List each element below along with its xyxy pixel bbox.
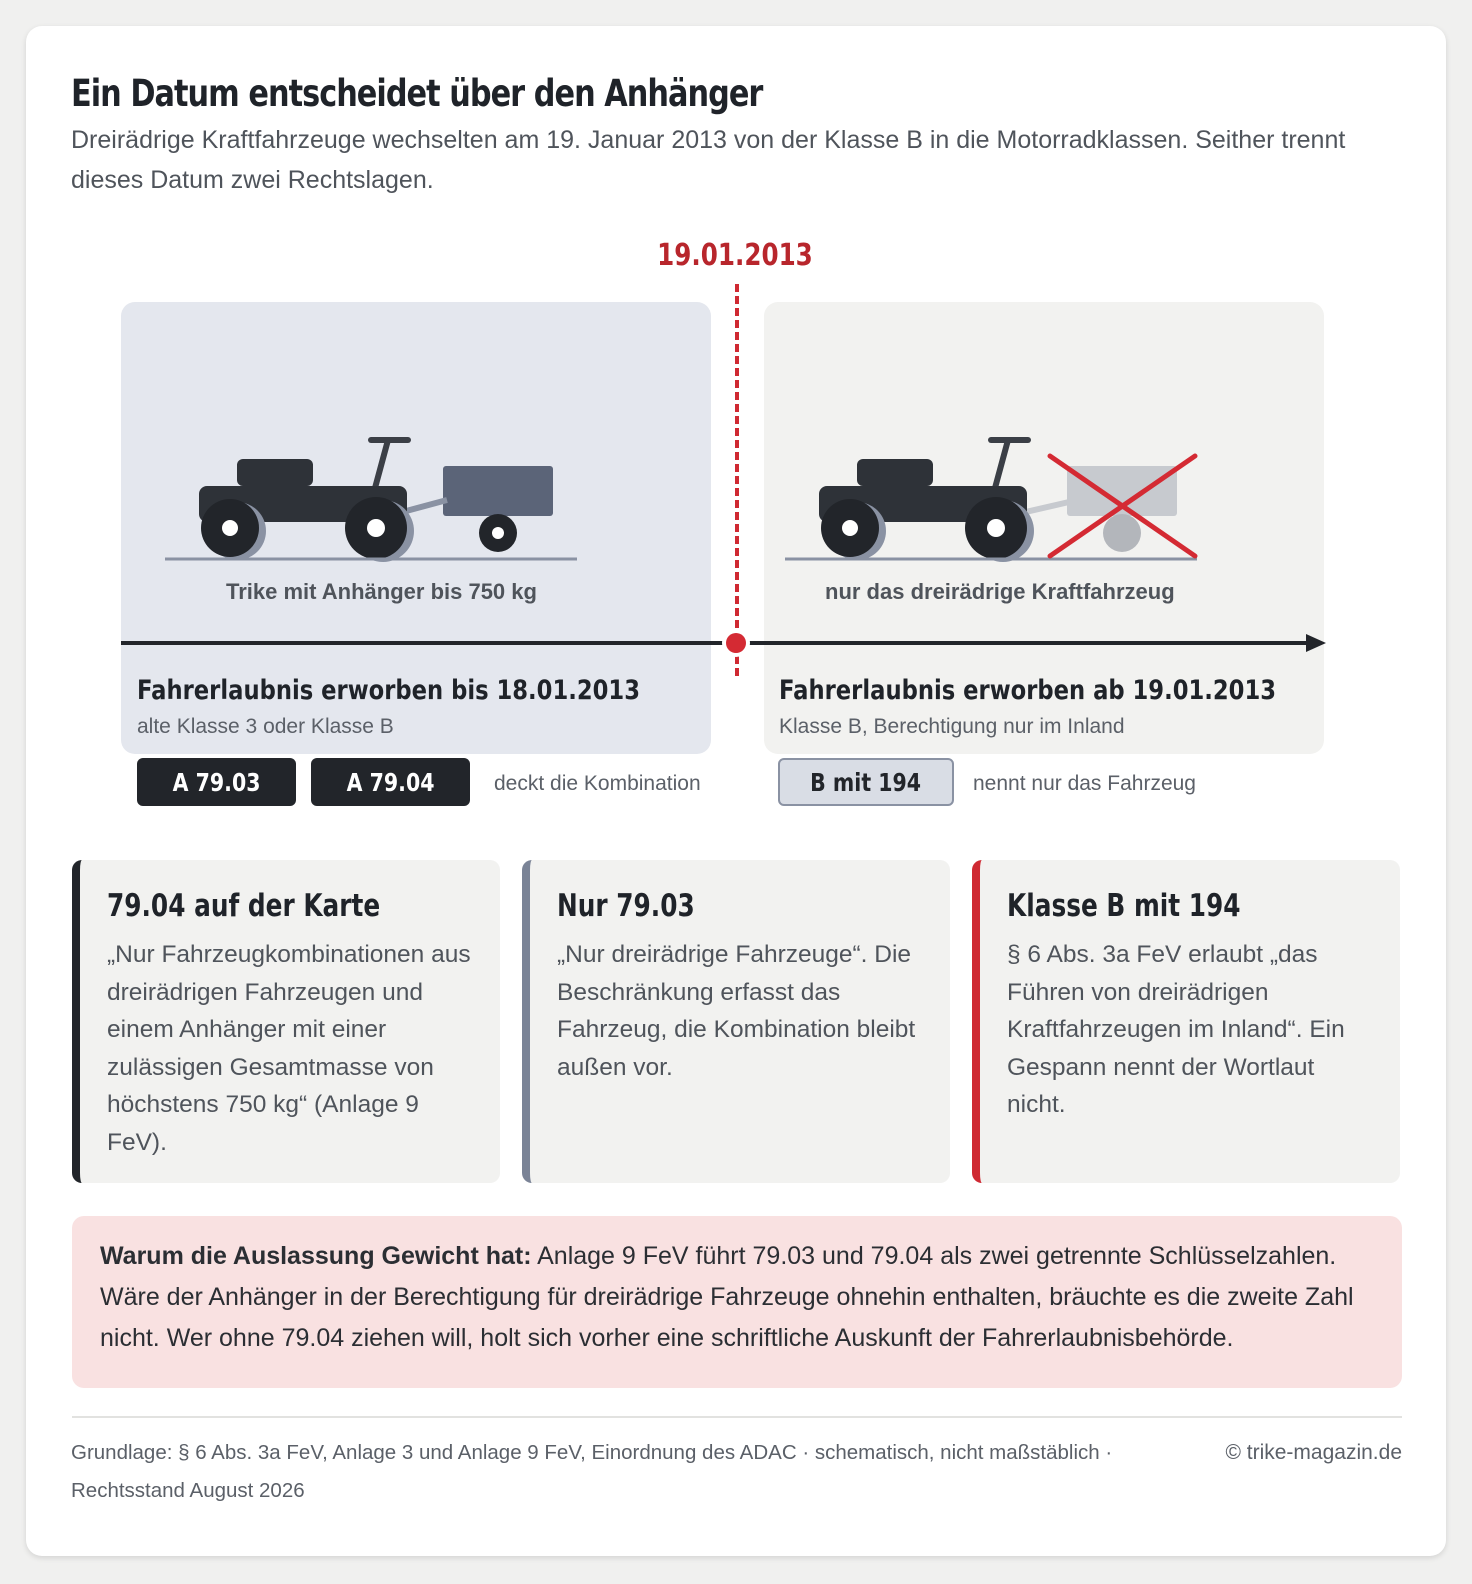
badge-b-mit-194 [778,758,954,806]
trike-with-trailer-icon [165,436,585,566]
info-card-body: „Nur Fahrzeugkombinationen aus dreirädrigen Fahrzeugen und einem Anhänger mit einer zulässigen Gesamtmasse von höchstens 750 kg“ (Anlage 9 FeV). [107,941,471,1156]
info-card-body: § 6 Abs. 3a FeV erlaubt „das Führen von dreirädrigen Kraftfahrzeugen im Inland“. Ein Gespann nennt der Wortlaut nicht. [1007,941,1345,1118]
trike-only-icon [785,436,1205,566]
callout-text: Anlage 9 FeV führt 79.03 und 79.04 als zwei getrennte Schlüsselzahlen. Wäre der Anhänger in der Berechtigung für dreirädrige Fahrzeuge ohnehin enthalten, bräuchte es die zweite Zahl nicht. Wer ohne 79.04 ziehen will, holt sich vorher eine schriftliche Auskunft der Fahrerlaubnisbehörde. [100,1242,1354,1352]
timeline-axis [121,641,1321,645]
badge-label: A 79.03 [172,767,261,797]
before-era-title: Fahrerlaubnis erworben bis 18.01.2013 [137,675,640,706]
cutoff-divider-line [735,284,739,676]
source-note: Grundlage: § 6 Abs. 3a FeV, Anlage 3 und Anlage 9 FeV, Einordnung des ADAC · schematisch, nicht maßstäblich · Rechtsstand August 2026 [71,1441,1113,1502]
after-era-title: Fahrerlaubnis erworben ab 19.01.2013 [779,675,1277,706]
badge-label: B mit 194 [810,767,922,797]
footer-divider [72,1416,1402,1418]
page-subtitle: Dreirädrige Kraftfahrzeuge wechselten am 19. Januar 2013 von der Klasse B in die Motorradklassen. Seither trennt dieses Datum zwei Rechtslagen. [71,126,1346,194]
after-badge-note: nennt nur das Fahrzeug [973,772,1196,795]
copyright-note: © trike-magazin.de [1225,1441,1402,1464]
cutoff-date-label: 19.01.2013 [657,238,813,273]
info-card-title: Nur 79.03 [557,888,695,924]
after-vehicle-caption: nur das dreirädrige Kraftfahrzeug [825,579,1175,604]
before-vehicle-caption: Trike mit Anhänger bis 750 kg [226,579,537,604]
info-card-body: „Nur dreirädrige Fahrzeuge“. Die Beschränkung erfasst das Fahrzeug, die Kombination bleibt außen vor. [557,941,916,1081]
before-era-subtitle: alte Klasse 3 oder Klasse B [137,715,394,738]
callout-box [72,1216,1402,1388]
badge-label: A 79.04 [346,767,435,797]
info-card-79-03 [522,860,950,1183]
page-title: Ein Datum entscheidet über den Anhänger [71,72,763,115]
info-card-title: 79.04 auf der Karte [107,888,381,924]
timeline-arrowhead [1306,634,1326,652]
info-card-79-04 [72,860,500,1183]
info-card-b-194 [972,860,1400,1183]
info-card-title: Klasse B mit 194 [1007,888,1241,924]
callout-lead: Warum die Auslassung Gewicht hat: [100,1242,532,1270]
before-badge-note: deckt die Kombination [494,772,701,795]
badge-a-79-04 [311,758,470,806]
badge-a-79-03 [137,758,296,806]
cutoff-marker-dot [726,633,746,653]
after-era-subtitle: Klasse B, Berechtigung nur im Inland [779,715,1125,738]
